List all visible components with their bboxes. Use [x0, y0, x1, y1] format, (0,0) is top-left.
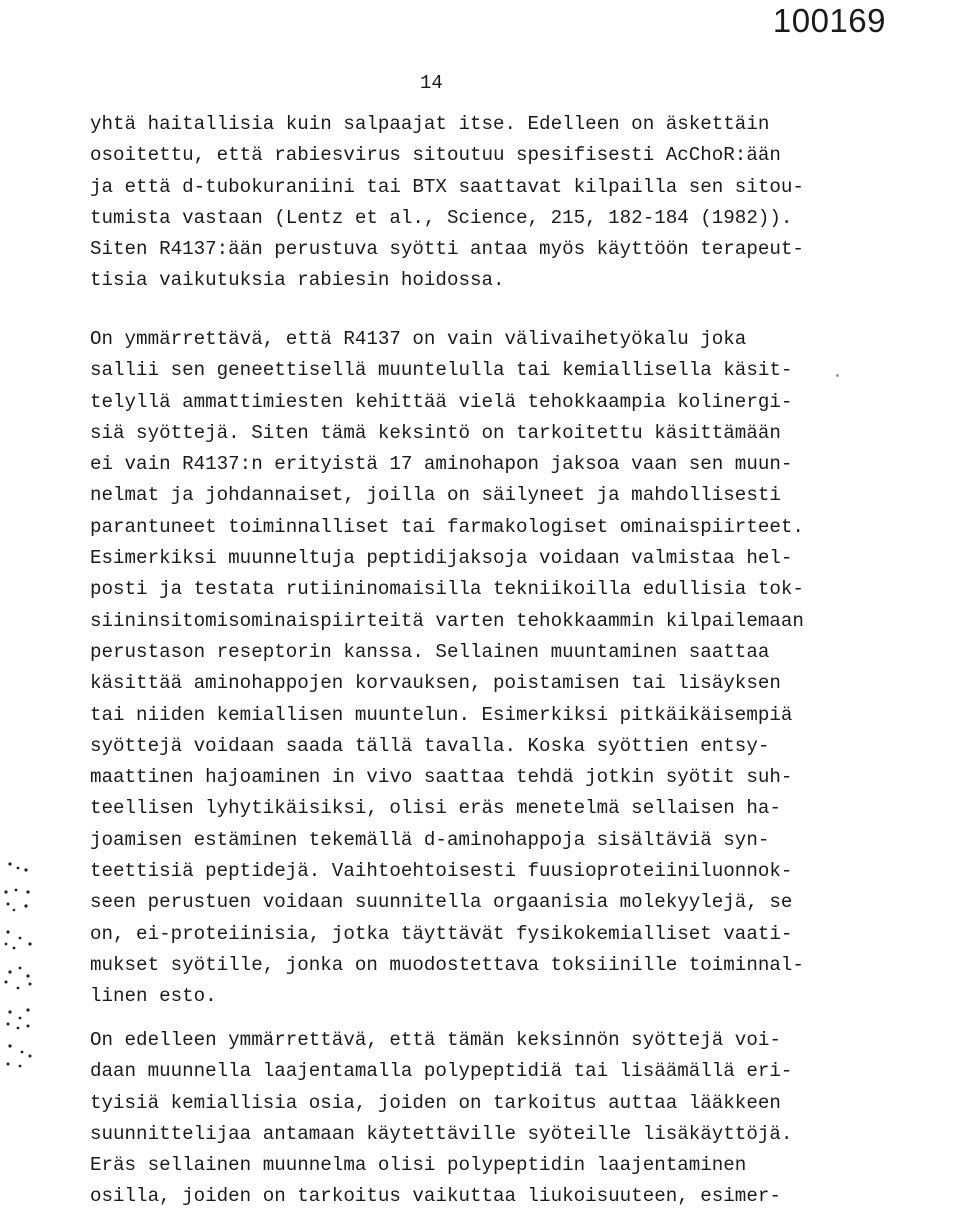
text-line: On edelleen ymmärrettävä, että tämän keksinnön syöttejä voi-	[90, 1029, 781, 1051]
text-line: perustason reseptorin kanssa. Sellainen muuntaminen saattaa	[90, 640, 770, 663]
text-line: telyllä ammattimiesten kehittää vielä tehokkaampia kolinergi-	[90, 390, 793, 413]
text-line: osoitettu, että rabiesvirus sitoutuu spesifisesti AcChoR:ään	[90, 144, 781, 167]
text-line: daan muunnella laajentamalla polypeptidiä tai lisäämällä eri-	[90, 1060, 793, 1083]
text-line: parantuneet toiminnalliset tai farmakologiset ominaispiirteet.	[90, 515, 804, 538]
text-line: tyisiä kemiallisia osia, joiden on tarkoitus auttaa lääkkeen	[90, 1091, 781, 1114]
text-line: teettisiä peptidejä. Vaihtoehtoisesti fuusioproteiiniluonnok-	[90, 860, 793, 883]
text-line: tai niiden kemiallisen muuntelun. Esimerkiksi pitkäikäisempiä	[90, 703, 793, 726]
text-line: sallii sen geneettisellä muuntelulla tai kemiallisella käsit-	[90, 359, 793, 382]
text-line: tumista vastaan (Lentz et al., Science, 215, 182-184 (1982)).	[90, 206, 793, 229]
text-line: suunnittelijaa antamaan käytettäville syöteille lisäkäyttöjä.	[90, 1122, 793, 1145]
text-line: siininsitomisominaispiirteitä varten tehokkaammin kilpailemaan	[90, 609, 804, 632]
text-line: ja että d-tubokuraniini tai BTX saattavat kilpailla sen sitou-	[90, 175, 804, 198]
text-line: siä syöttejä. Siten tämä keksintö on tarkoitettu käsittämään	[90, 421, 781, 444]
text-line: linen esto.	[90, 985, 217, 1008]
document-number: 100169	[772, 2, 886, 39]
text-line: posti ja testata rutiininomaisilla tekniikoilla edullisia tok-	[90, 578, 804, 601]
text-line: käsittää aminohappojen korvauksen, poistamisen tai lisäyksen	[90, 672, 781, 695]
text-line: tisia vaikutuksia rabiesin hoidossa.	[90, 269, 505, 292]
text-line: On ymmärrettävä, että R4137 on vain välivaihetyökalu joka	[90, 328, 747, 350]
paragraph-3	[90, 1025, 850, 1213]
text-line: Eräs sellainen muunnelma olisi polypeptidin laajentaminen	[90, 1154, 747, 1177]
text-line: joamisen estäminen tekemällä d-aminohappoja sisältäviä syn-	[90, 828, 770, 851]
text-line: teellisen lyhytikäisiksi, olisi eräs menetelmä sellaisen ha-	[90, 797, 781, 820]
page-number: 14	[420, 72, 443, 94]
text-line: on, ei-proteiinisia, jotka täyttävät fysikokemialliset vaati-	[90, 922, 793, 945]
text-line: ei vain R4137:n erityistä 17 aminohapon jaksoa vaan sen muun-	[90, 453, 793, 476]
text-line: seen perustuen voidaan suunnitella orgaanisia molekyylejä, se	[90, 891, 793, 914]
text-line: maattinen hajoaminen in vivo saattaa tehdä jotkin syötit suh-	[90, 766, 793, 789]
scan-speck	[836, 374, 839, 377]
text-line: yhtä haitallisia kuin salpaajat itse. Edelleen on äskettäin	[90, 113, 770, 135]
text-line: Siten R4137:ään perustuva syötti antaa myös käyttöön terapeut-	[90, 238, 804, 261]
margin-scan-dots	[0, 840, 50, 1180]
text-line: nelmat ja johdannaiset, joilla on säilyneet ja mahdollisesti	[90, 484, 781, 507]
paragraph-2	[90, 324, 850, 1013]
text-line: osilla, joiden on tarkoitus vaikuttaa liukoisuuteen, esimer-	[90, 1185, 781, 1208]
paragraph-1	[90, 109, 850, 297]
text-line: mukset syötille, jonka on muodostettava toksiinille toiminnal-	[90, 953, 804, 976]
text-line: syöttejä voidaan saada tällä tavalla. Koska syöttien entsy-	[90, 734, 770, 757]
text-line: Esimerkiksi muunneltuja peptidijaksoja voidaan valmistaa hel-	[90, 547, 793, 570]
